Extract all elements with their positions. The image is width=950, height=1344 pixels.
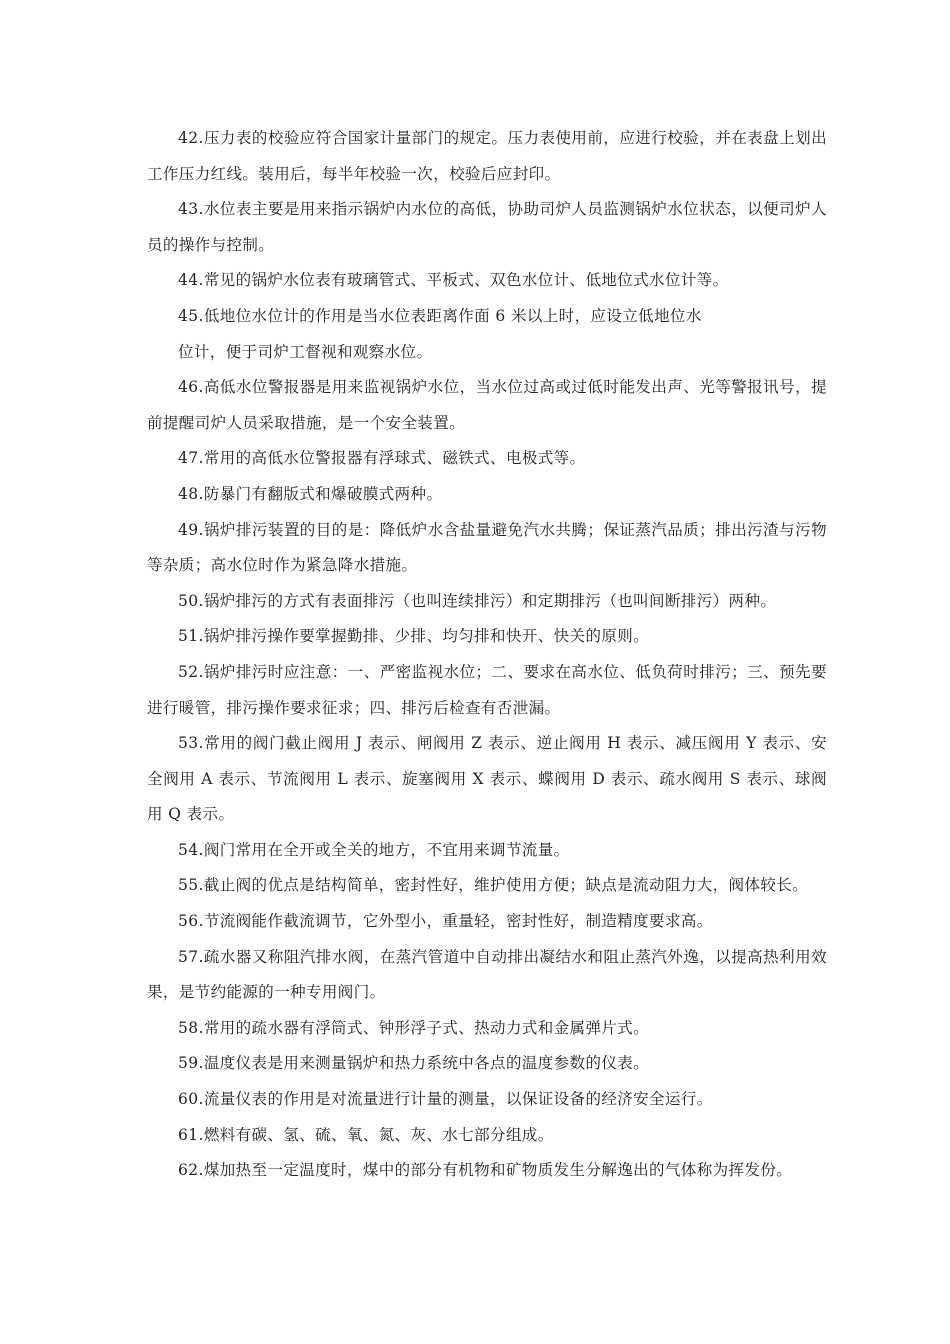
- paragraph-48: 48.防暴门有翻版式和爆破膜式两种。: [178, 484, 443, 503]
- paragraph-49: 49.锅炉排污装置的目的是：降低炉水含盐量避免汽水共腾；保证蒸汽品质；排出污渣与污物等杂质；高水位时作为紧急降水措施。: [147, 520, 827, 575]
- paragraph-43: 43.水位表主要是用来指示锅炉内水位的高低，协助司炉人员监测锅炉水位状态，以便司炉人员的操作与控制。: [147, 200, 827, 254]
- paragraph-57: 57.疏水器又称阻汽排水阀，在蒸汽管道中自动排出凝结水和阻止蒸汽外逸，以提高热利用效果，是节约能源的一种专用阀门。: [147, 947, 827, 1002]
- document-body: [147, 121, 827, 1189]
- paragraph-45: 45.低地位水位计的作用是当水位表距离作面 6 米以上时，应设立低地位水: [178, 306, 702, 325]
- paragraph-52: 52.锅炉排污时应注意：一、严密监视水位；二、要求在高水位、低负荷时排污；三、预先要进行暖管，排污操作要求征求；四、排污后检查有否泄漏。: [147, 662, 827, 717]
- paragraph-45-continuation: 位计，便于司炉工督视和观察水位。: [178, 342, 433, 361]
- paragraph-42: 42.压力表的校验应符合国家计量部门的规定。压力表使用前，应进行校验，并在表盘上划出工作压力红线。装用后，每半年校验一次，校验后应封印。: [147, 129, 827, 183]
- paragraph-54: 54.阀门常用在全开或全关的地方，不宜用来调节流量。: [178, 840, 570, 859]
- paragraph-50: 50.锅炉排污的方式有表面排污（也叫连续排污）和定期排污（也叫间断排污）两种。: [178, 591, 777, 610]
- paragraph-47: 47.常用的高低水位警报器有浮球式、磁铁式、电极式等。: [178, 449, 586, 468]
- paragraph-56: 56.节流阀能作截流调节，它外型小，重量轻，密封性好，制造精度要求高。: [178, 912, 713, 931]
- paragraph-46: 46.高低水位警报器是用来监视锅炉水位，当水位过高或过低时能发出声、光等警报讯号，提前提醒司炉人员采取措施，是一个安全装置。: [147, 378, 827, 432]
- paragraph-61: 61.燃料有碳、氢、硫、氧、氮、灰、水七部分组成。: [178, 1125, 554, 1144]
- paragraph-44: 44.常见的锅炉水位表有玻璃管式、平板式、双色水位计、低地位式水位计等。: [178, 271, 729, 290]
- paragraph-53: 53.常用的阀门截止阀用 J 表示、闸阀用 Z 表示、逆止阀用 H 表示、减压阀用 Y 表示、安全阀用 A 表示、节流阀用 L 表示、旋塞阀用 X 表示、蝶阀用 D 表示、疏水阀用 S 表示、球阀用 Q 表示。: [147, 734, 827, 824]
- paragraph-62: 62.煤加热至一定温度时，煤中的部分有机物和矿物质发生分解逸出的气体称为挥发份。: [178, 1161, 793, 1180]
- paragraph-51: 51.锅炉排污操作要掌握勤排、少排、均匀排和快开、快关的原则。: [178, 627, 650, 646]
- paragraph-59: 59.温度仪表是用来测量锅炉和热力系统中各点的温度参数的仪表。: [178, 1054, 650, 1073]
- paragraph-55: 55.截止阀的优点是结构简单，密封性好，维护使用方便；缺点是流动阻力大，阀体较长。: [178, 876, 809, 895]
- paragraph-58: 58.常用的疏水器有浮筒式、钟形浮子式、热动力式和金属弹片式。: [178, 1018, 650, 1037]
- paragraph-60: 60.流量仪表的作用是对流量进行计量的测量，以保证设备的经济安全运行。: [178, 1090, 713, 1109]
